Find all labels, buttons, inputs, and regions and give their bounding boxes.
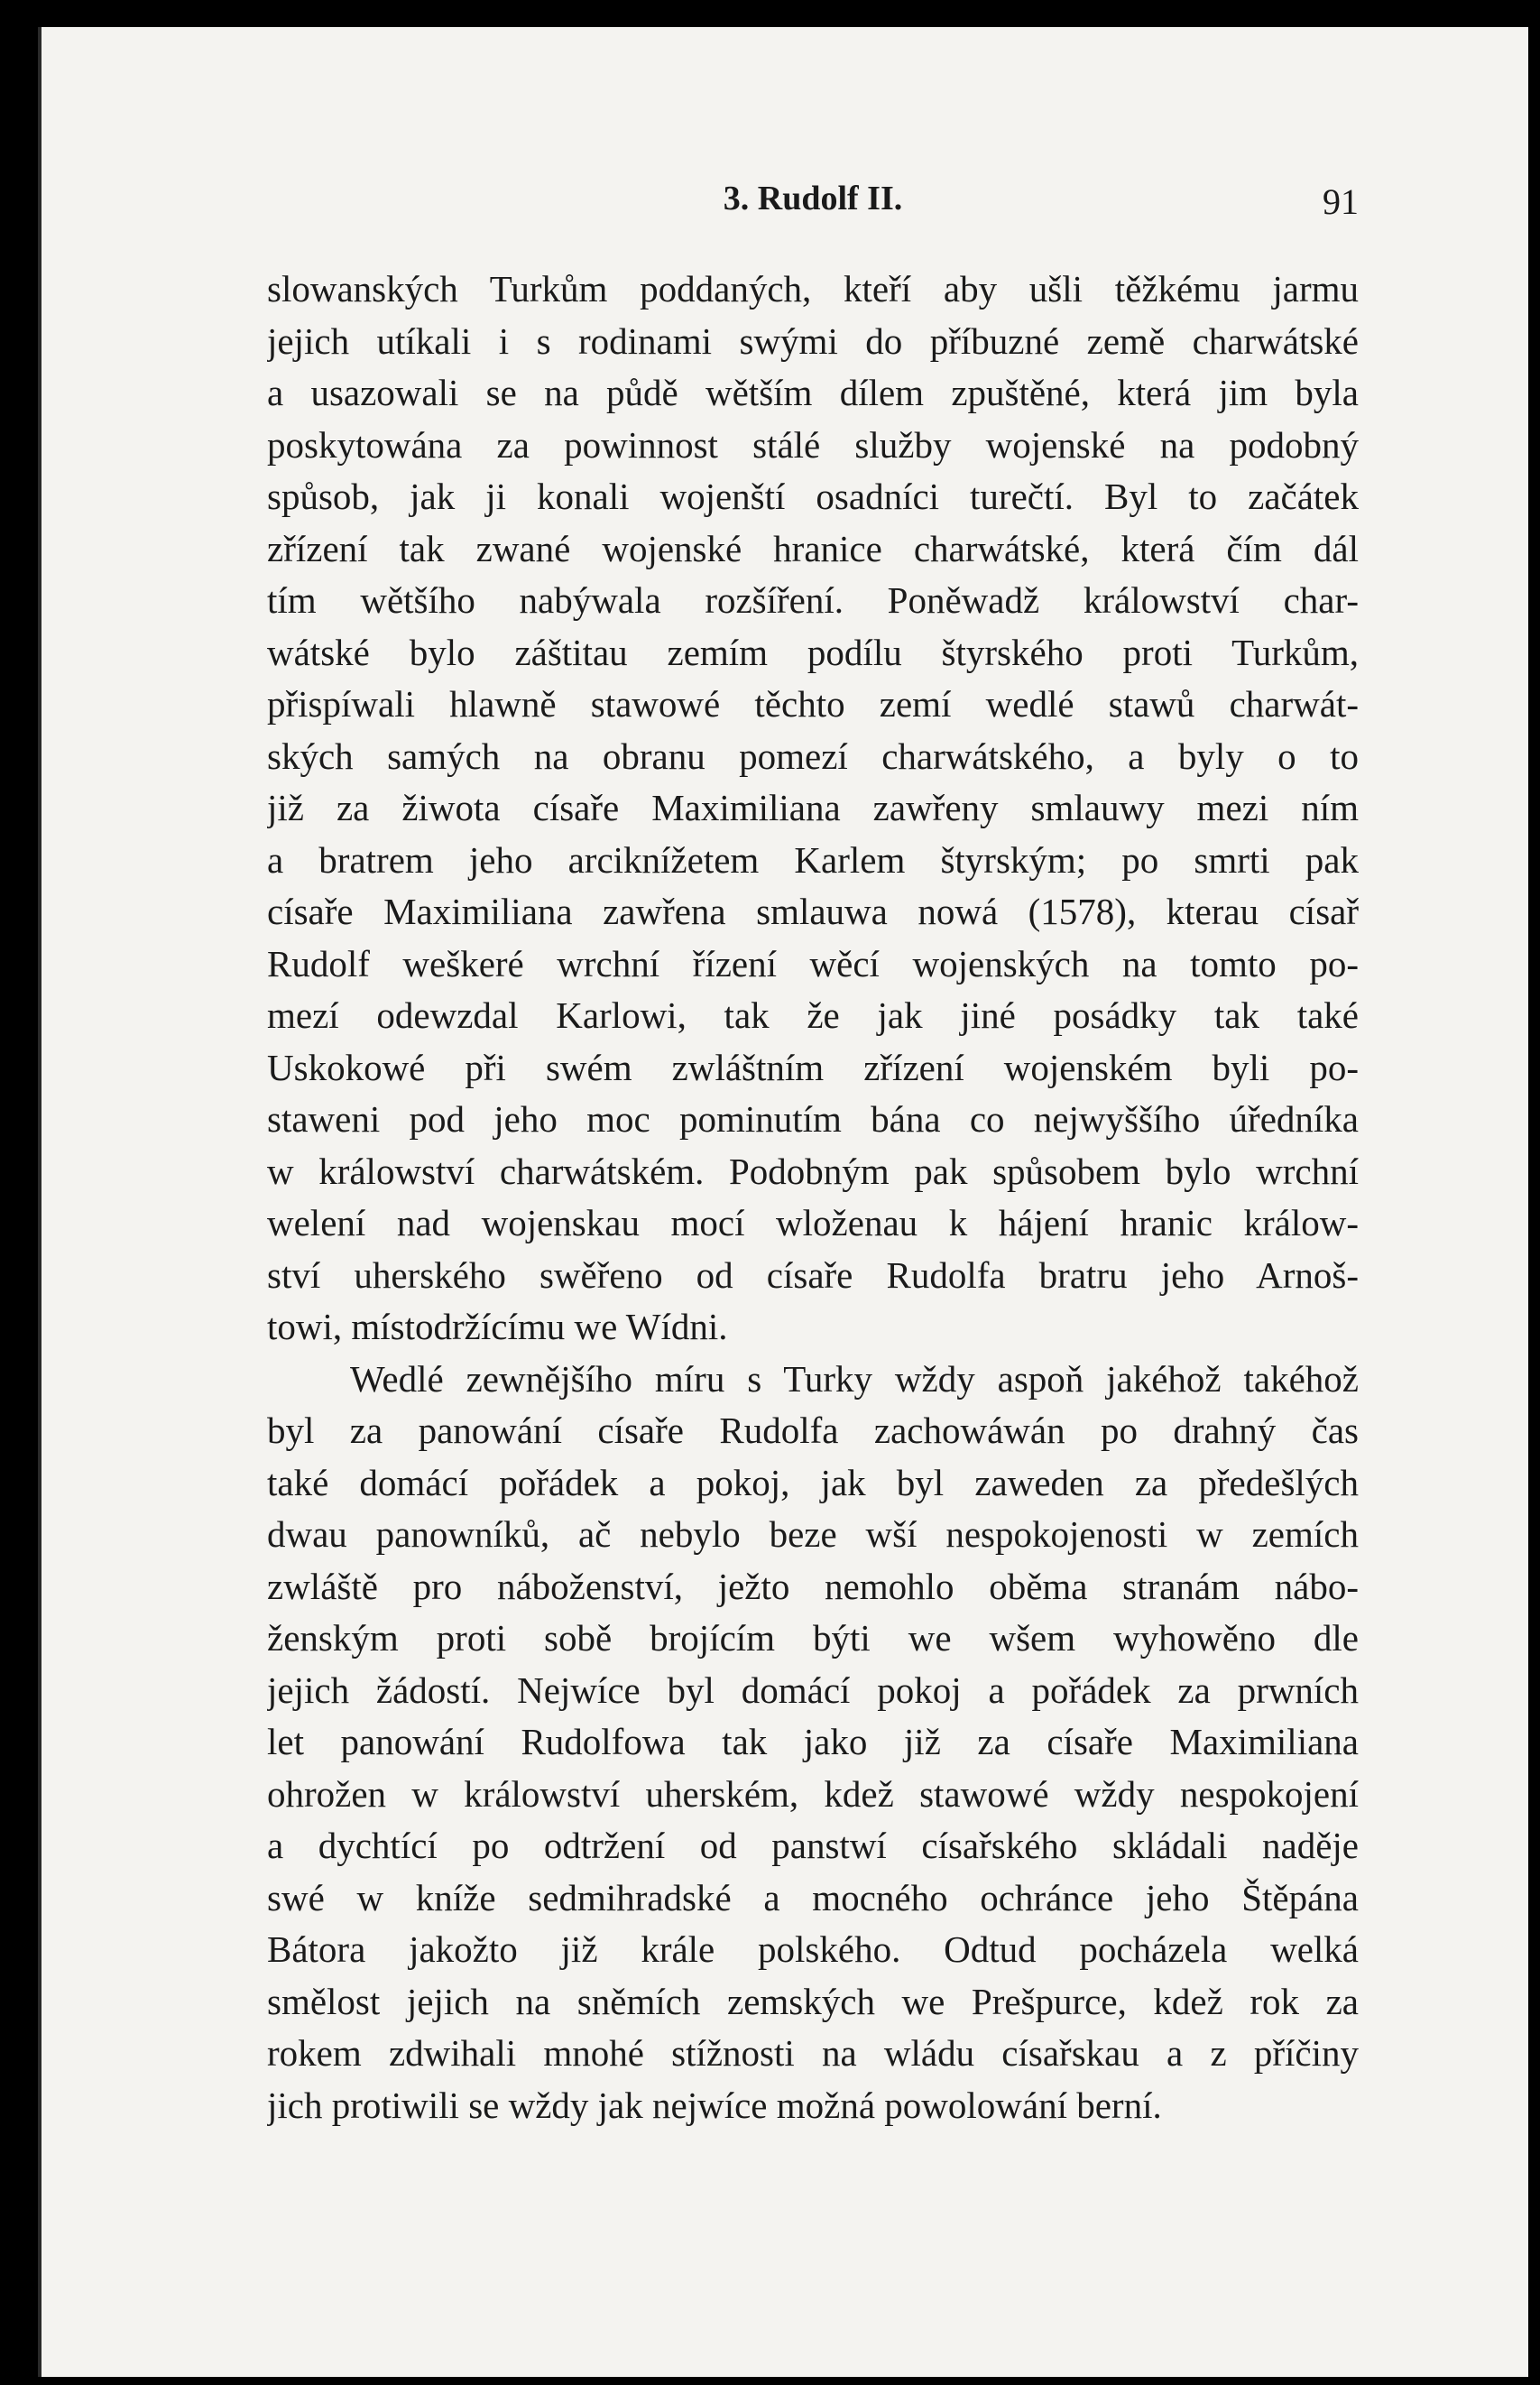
text-line: jejich žádostí. Nejwíce byl domácí pokoj a pořádek za prwních: [267, 1669, 1359, 1711]
text-line: Wedlé zewnějšího míru s Turky wždy aspoň jakéhož takéhož: [350, 1357, 1359, 1400]
text-line: jich protiwili se wždy jak nejwíce možná powolowání berní.: [267, 2084, 1162, 2126]
text-line: a dychtící po odtržení od panstwí císařského skládali naděje: [267, 1825, 1359, 1866]
text-line: wátské bylo záštitau zemím podílu štyrského proti Turkům,: [267, 631, 1359, 673]
text-line: ženským proti sobě brojícím býti we wšem wyhowěno dle: [267, 1617, 1359, 1659]
text-line: ohrožen w králowství uherském, kdež stawowé wždy nespokojení: [267, 1772, 1359, 1815]
text-line: let panowání Rudolfowa tak jako již za císaře Maximiliana: [267, 1721, 1359, 1762]
text-line: poskytowána za powinnost stálé služby wojenské na podobný: [267, 423, 1359, 466]
text-line: a bratrem jeho arciknížetem Karlem štyrským; po smrti pak: [267, 838, 1359, 881]
text-line: dwau panowníků, ač nebylo beze wší nespokojenosti w zemích: [267, 1513, 1359, 1555]
text-line: Rudolf weškeré wrchní řízení wěcí wojenských na tomto po-: [267, 942, 1359, 985]
text-line: ství uherského swěřeno od císaře Rudolfa bratru jeho Arnoš-: [267, 1253, 1359, 1296]
text-line: a usazowali se na půdě wětším dílem zpuštěné, která jim byla: [267, 372, 1359, 413]
text-line: swé w kníže sedmihradské a mocného ochránce jeho Štěpána: [267, 1876, 1359, 1918]
page-number: 91: [1323, 181, 1359, 222]
running-head: 3. Rudolf II.: [723, 180, 903, 217]
text-line: slowanských Turkům poddaných, kteří aby ušli těžkému jarmu: [267, 268, 1359, 310]
text-line: towi, místodržícímu we Wídni.: [267, 1306, 728, 1347]
text-line: spůsob, jak ji konali wojenští osadníci turečtí. Byl to začátek: [267, 476, 1359, 517]
text-line: tím wětšího nabýwala rozšíření. Poněwadž králowství char-: [267, 579, 1359, 621]
paragraph: [267, 1354, 1359, 2132]
text-line: císaře Maximiliana zawřena smlauwa nowá (1578), kterau císař: [267, 891, 1359, 932]
body-text: [267, 263, 1359, 2131]
text-line: staweni pod jeho moc pominutím bána co nejwyššího úředníka: [267, 1098, 1359, 1140]
text-line: smělost jejich na sněmích zemských we Prešpurce, kdež rok za: [267, 1980, 1359, 2022]
text-line: Uskokowé při swém zwláštním zřízení wojenském byli po-: [267, 1046, 1359, 1088]
text-line: také domácí pořádek a pokoj, jak byl zaweden za předešlých: [267, 1461, 1359, 1503]
text-line: rokem zdwihali mnohé stížnosti na wládu císařskau a z příčiny: [267, 2032, 1359, 2074]
text-line: přispíwali hlawně stawowé těchto zemí wedlé stawů charwát-: [267, 683, 1359, 725]
paragraph: [267, 263, 1359, 1354]
text-line: již za žiwota císaře Maximiliana zawřeny smlauwy mezi ním: [267, 787, 1359, 828]
text-line: mezí odewzdal Karlowi, tak že jak jiné posádky tak také: [267, 994, 1359, 1036]
text-line: Bátora jakožto již krále polského. Odtud pocházela welká: [267, 1928, 1359, 1970]
text-line: byl za panowání císaře Rudolfa zachowáwán po drahný čas: [267, 1410, 1359, 1451]
book-page: [38, 27, 1528, 2377]
text-line: ských samých na obranu pomezí charwátského, a byly o to: [267, 735, 1359, 777]
text-line: zřízení tak zwané wojenské hranice charwátské, která čím dál: [267, 527, 1359, 569]
text-line: zwláště pro náboženství, ježto nemohlo oběma stranám nábo-: [267, 1565, 1359, 1607]
text-line: w králowství charwátském. Podobným pak spůsobem bylo wrchní: [267, 1150, 1359, 1192]
page-header: [267, 171, 1359, 226]
text-line: jejich utíkali i s rodinami swými do příbuzné země charwátské: [267, 319, 1359, 362]
text-line: welení nad wojenskau mocí wloženau k hájení hranic králow-: [267, 1202, 1359, 1243]
